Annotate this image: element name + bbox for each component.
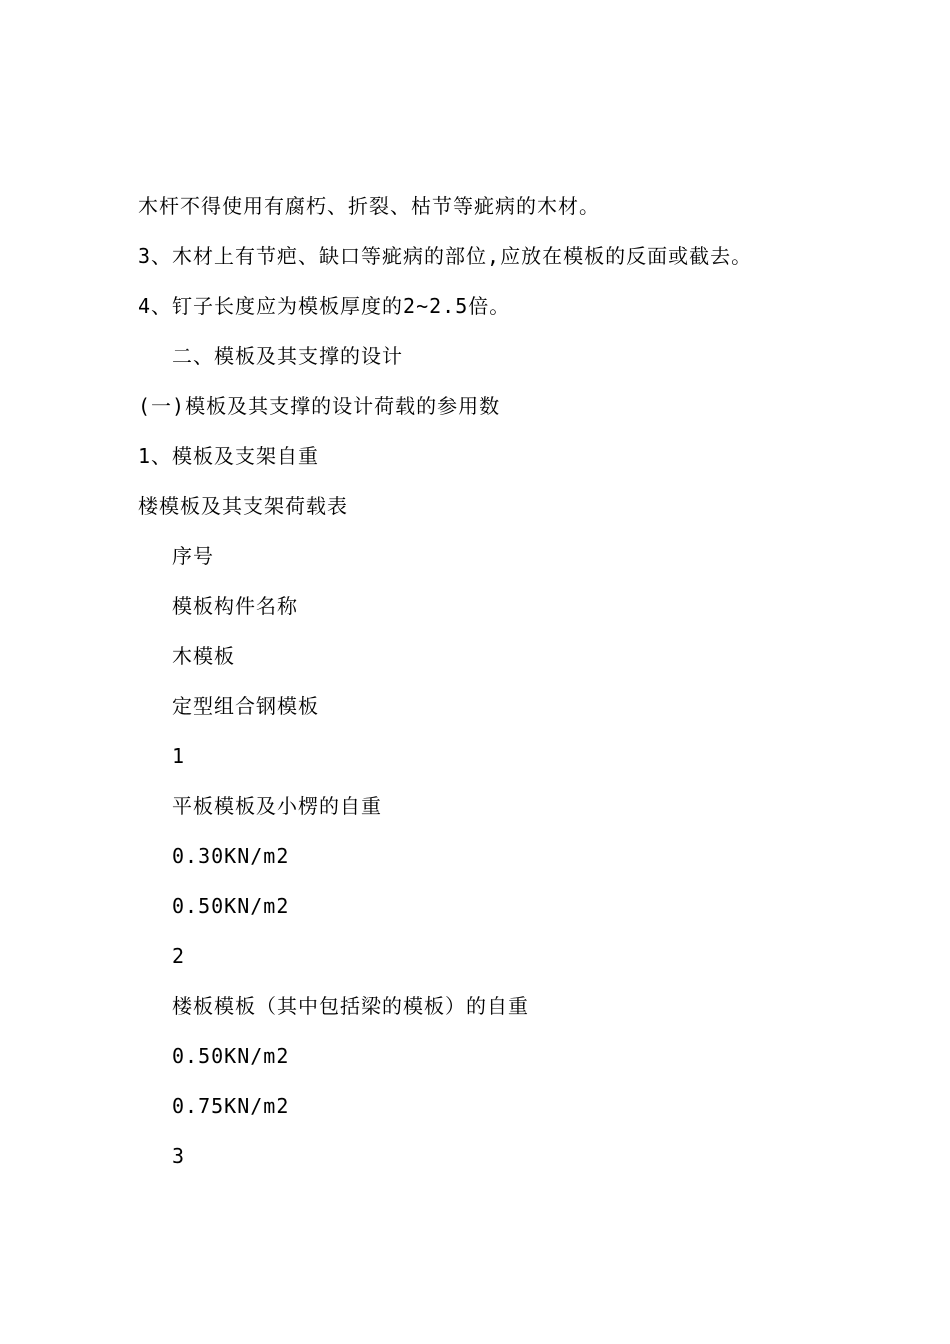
table-cell-row3-number: 3 bbox=[172, 1144, 186, 1168]
table-cell-row1-name: 平板模板及小楞的自重 bbox=[172, 794, 382, 818]
paragraph-wood-requirement: 木杆不得使用有腐朽、折裂、枯节等疵病的木材。 bbox=[138, 194, 600, 218]
table-caption: 楼模板及其支架荷载表 bbox=[138, 494, 348, 518]
table-cell-row2-wood: 0.50KN/m2 bbox=[172, 1044, 290, 1068]
table-cell-row2-name: 楼板模板（其中包括梁的模板）的自重 bbox=[172, 994, 529, 1018]
table-cell-header-number: 序号 bbox=[172, 544, 214, 568]
subsection-heading: (一)模板及其支撑的设计荷载的参用数 bbox=[138, 394, 501, 418]
paragraph-item-4: 4、钉子长度应为模板厚度的2~2.5倍。 bbox=[138, 294, 511, 318]
table-cell-row2-steel: 0.75KN/m2 bbox=[172, 1094, 290, 1118]
section-heading: 二、模板及其支撑的设计 bbox=[172, 344, 403, 368]
table-cell-header-steel: 定型组合钢模板 bbox=[172, 694, 319, 718]
paragraph-item-3: 3、木材上有节疤、缺口等疵病的部位,应放在模板的反面或截去。 bbox=[138, 244, 753, 268]
table-cell-header-name: 模板构件名称 bbox=[172, 594, 298, 618]
item-heading: 1、模板及支架自重 bbox=[138, 444, 320, 468]
table-cell-row1-steel: 0.50KN/m2 bbox=[172, 894, 290, 918]
table-cell-row1-wood: 0.30KN/m2 bbox=[172, 844, 290, 868]
table-cell-header-wood: 木模板 bbox=[172, 644, 235, 668]
table-cell-row1-number: 1 bbox=[172, 744, 186, 768]
table-cell-row2-number: 2 bbox=[172, 944, 186, 968]
